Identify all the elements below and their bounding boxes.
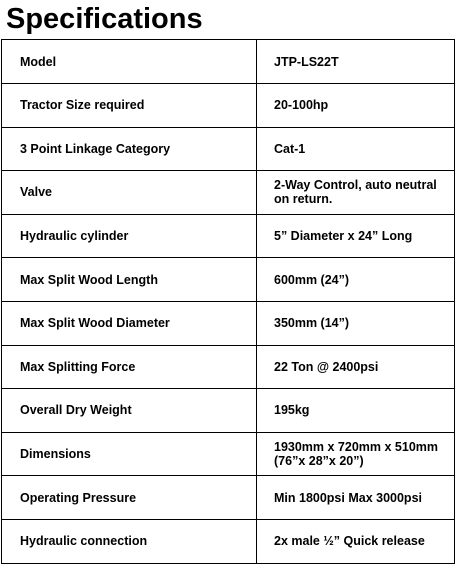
specifications-table — [1, 39, 455, 564]
row-value-max-split-length: 600mm (24”) — [257, 258, 455, 302]
row-value-hydraulic-connection: 2x male ½” Quick release — [257, 519, 455, 563]
row-value-model: JTP-LS22T — [257, 40, 455, 84]
row-label-max-split-length: Max Split Wood Length — [2, 258, 257, 302]
row-label-valve: Valve — [2, 171, 257, 215]
table-row-hydraulic-cylinder — [2, 214, 455, 258]
row-label-dimensions: Dimensions — [2, 432, 257, 476]
table-row-model — [2, 40, 455, 84]
row-label-hydraulic-cylinder: Hydraulic cylinder — [2, 214, 257, 258]
table-row-operating-pressure — [2, 476, 455, 520]
row-label-linkage-category: 3 Point Linkage Category — [2, 127, 257, 171]
row-value-dimensions: 1930mm x 720mm x 510mm (76”x 28”x 20”) — [257, 432, 455, 476]
row-value-max-split-diameter: 350mm (14”) — [257, 301, 455, 345]
table-row-max-split-length — [2, 258, 455, 302]
row-value-linkage-category: Cat-1 — [257, 127, 455, 171]
row-value-operating-pressure: Min 1800psi Max 3000psi — [257, 476, 455, 520]
table-row-linkage-category — [2, 127, 455, 171]
table-row-dimensions — [2, 432, 455, 476]
page-title: Specifications — [6, 3, 203, 35]
table-row-max-split-diameter — [2, 301, 455, 345]
table-row-dry-weight — [2, 389, 455, 433]
row-label-hydraulic-connection: Hydraulic connection — [2, 519, 257, 563]
row-value-hydraulic-cylinder: 5” Diameter x 24” Long — [257, 214, 455, 258]
row-value-valve: 2-Way Control, auto neutral on return. — [257, 171, 455, 215]
row-label-tractor-size: Tractor Size required — [2, 84, 257, 128]
row-value-dry-weight: 195kg — [257, 389, 455, 433]
row-value-max-splitting-force: 22 Ton @ 2400psi — [257, 345, 455, 389]
table-row-max-splitting-force — [2, 345, 455, 389]
row-label-operating-pressure: Operating Pressure — [2, 476, 257, 520]
table-row-tractor-size — [2, 84, 455, 128]
table-row-valve — [2, 171, 455, 215]
row-label-max-split-diameter: Max Split Wood Diameter — [2, 301, 257, 345]
row-label-model: Model — [2, 40, 257, 84]
row-label-dry-weight: Overall Dry Weight — [2, 389, 257, 433]
row-label-max-splitting-force: Max Splitting Force — [2, 345, 257, 389]
row-value-tractor-size: 20-100hp — [257, 84, 455, 128]
specifications-table-body — [2, 40, 455, 564]
table-row-hydraulic-connection — [2, 519, 455, 563]
